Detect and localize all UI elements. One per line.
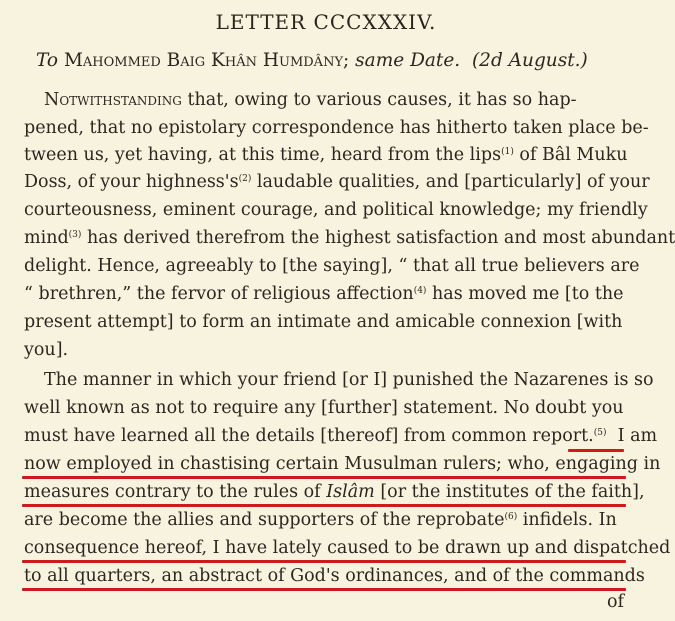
highlight-underline-4 xyxy=(22,560,626,563)
p1-line-7 xyxy=(24,256,640,276)
p1-line-3a: tween us, yet having, at this time, heard from the lips xyxy=(24,145,502,165)
p2-line-4 xyxy=(24,454,661,474)
p2-line-8-text: to all quarters, an abstract of God's ordinances, and of the commands xyxy=(24,566,645,586)
letter-title: LETTER CCCXXXIV. xyxy=(215,10,437,34)
footnote-ref-4: (4) xyxy=(413,286,427,296)
highlight-underline-5 xyxy=(22,588,626,591)
p2-line-4-text: now employed in chastising certain Musulman rulers; who, engaging in xyxy=(24,454,661,474)
footnote-ref-3: (3) xyxy=(68,230,82,240)
p1-line-9-text: present attempt] to form an intimate and amicable connexion [with xyxy=(24,312,623,332)
p1-line-9 xyxy=(24,312,622,332)
p1-line-6b: has derived therefrom the highest satisfaction and most abundant xyxy=(87,228,675,248)
p1-line-5 xyxy=(24,200,648,220)
p2-line-1-text: The manner in which your friend [or I] punished the Nazarenes is so xyxy=(44,370,654,390)
p1-line-10 xyxy=(24,340,622,360)
footnote-ref-6: (6) xyxy=(504,512,518,522)
highlight-underline-3 xyxy=(22,504,626,507)
p1-line-8a: “ brethren,” the fervor of religious affection xyxy=(24,284,414,304)
p2-line-7-text: consequence hereof, I have lately caused to be drawn up and dispatched xyxy=(24,538,671,558)
footnote-ref-2: (2) xyxy=(238,174,252,184)
p1-line-6a: mind xyxy=(24,228,69,248)
p2-line-3 xyxy=(24,426,658,446)
p1-line-3 xyxy=(24,145,628,165)
word-islam: Islâm xyxy=(326,482,375,502)
p1-line-8 xyxy=(24,284,622,304)
p1-line-3b: of Bâl Muku xyxy=(519,145,628,165)
p2-line-5 xyxy=(24,482,645,502)
address-to: To xyxy=(36,50,59,71)
p2-line-6b: infidels. In xyxy=(522,510,617,530)
highlight-underline-2 xyxy=(22,476,626,479)
p2-line-1 xyxy=(44,370,654,390)
p1-line-4b: laudable qualities, and [particularly] of your xyxy=(256,172,650,192)
p2-line-6a: are become the allies and supporters of the reprobate xyxy=(24,510,505,530)
same-date: same Date. xyxy=(355,50,461,71)
footnote-ref-5: (5) xyxy=(593,428,607,438)
p2-line-3a: must have learned all the details [thereof] from common report. xyxy=(24,426,594,446)
p1-line-5-text: courteousness, eminent courage, and political knowledge; my friendly xyxy=(24,200,648,220)
highlight-underline-1 xyxy=(568,449,624,452)
p2-line-5a: measures contrary to the rules of xyxy=(24,482,321,502)
p2-line-6 xyxy=(24,510,622,530)
p2-line-2-text: well known as not to require any [further] statement. No doubt you xyxy=(24,398,624,418)
p1-line-2 xyxy=(24,118,649,138)
p2-line-7 xyxy=(24,538,671,558)
p2-line-2 xyxy=(24,398,622,418)
p2-line-3b: I am xyxy=(617,426,658,446)
p1-line-7-text: delight. Hence, agreeably to [the saying], “ that all true believers are xyxy=(24,256,640,276)
p2-line-5b: [or the institutes of the faith], xyxy=(380,482,645,502)
footnote-ref-1: (1) xyxy=(501,147,514,157)
p1-line-4 xyxy=(24,172,650,192)
p1-line-1-text: that, owing to various causes, it has so hap- xyxy=(187,90,577,110)
p1-line-6 xyxy=(24,228,675,248)
letter-address xyxy=(36,50,626,71)
p1-lead-word: Notwithstanding xyxy=(44,90,182,110)
p1-line-10-text: you]. xyxy=(24,340,69,360)
catchword: of xyxy=(606,592,624,612)
p1-line-8b: has moved me [to the xyxy=(432,284,624,304)
p2-line-8 xyxy=(24,566,645,586)
letter-date: (2d August.) xyxy=(471,50,588,71)
recipient-name: Mahommed Baig Khân Humdâny xyxy=(63,50,344,71)
p1-line-1 xyxy=(44,90,622,110)
p1-line-4a: Doss, of your highness's xyxy=(24,172,239,192)
p1-line-2-text: pened, that no epistolary correspondence has hitherto taken place be- xyxy=(24,118,649,138)
address-separator: ; xyxy=(343,50,350,71)
